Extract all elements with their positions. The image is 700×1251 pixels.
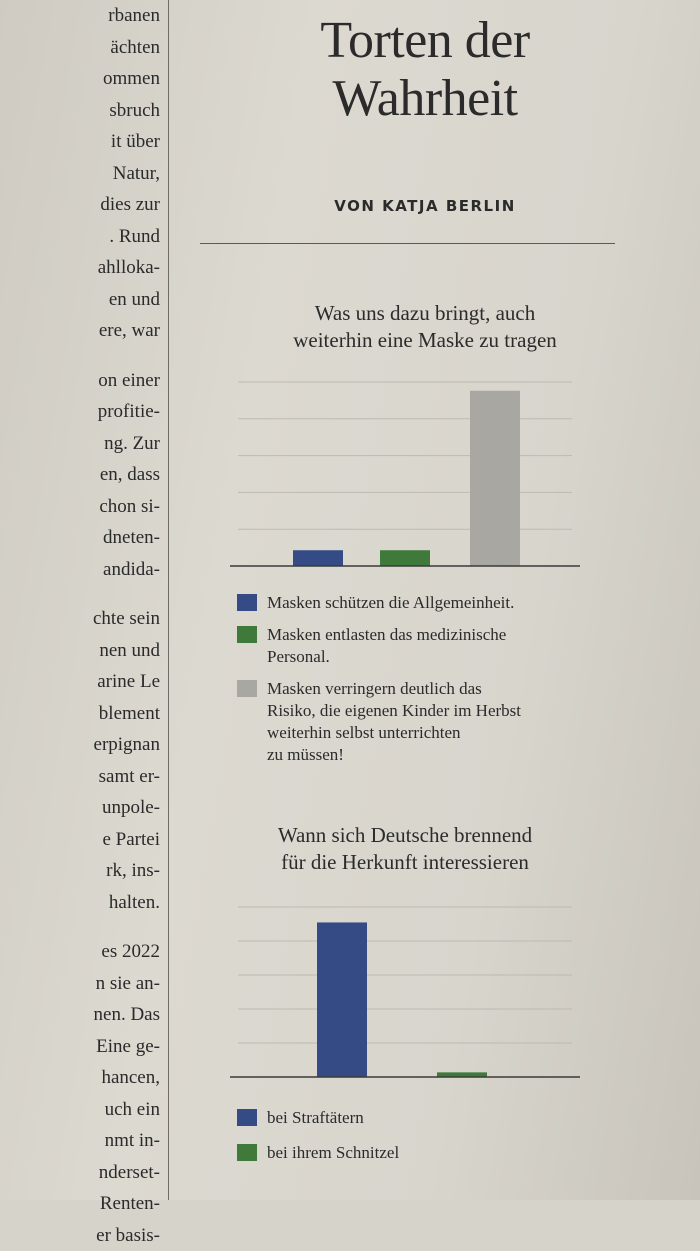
bar-2: [380, 550, 430, 566]
bar-1: [293, 550, 343, 566]
column-text-line: andida-: [0, 554, 252, 586]
chart2-title: [220, 822, 590, 876]
column-text-line: rbanen: [0, 0, 252, 32]
column-text-line: ng. Zur: [0, 428, 252, 460]
chart2-legend: [237, 1107, 617, 1177]
column-divider: [168, 0, 169, 1200]
column-text-line: halten.: [0, 887, 252, 919]
column-text-line: erpignan: [0, 729, 252, 761]
column-text-line: dneten-: [0, 522, 252, 554]
legend-item: [237, 1107, 617, 1129]
column-text-line: ächten: [0, 32, 252, 64]
column-text-line: e Partei: [0, 824, 252, 856]
legend-label: [267, 624, 617, 668]
column-text-line: en, dass: [0, 459, 252, 491]
column-text-line: nen und: [0, 635, 252, 667]
legend-item: [237, 1142, 617, 1164]
legend-swatch: [237, 680, 257, 697]
column-text-line: [0, 585, 252, 603]
legend-label-line: Masken schützen die Allgemeinheit.: [267, 592, 617, 614]
bar-3: [470, 391, 520, 566]
column-text-line: chte sein: [0, 603, 252, 635]
legend-item: [237, 592, 617, 614]
legend-swatch: [237, 1109, 257, 1126]
chart1-bar-chart: [230, 370, 580, 575]
legend-label-line: Risiko, die eigenen Kinder im Herbst: [267, 700, 617, 722]
chart2-bar-chart: [230, 895, 580, 1095]
legend-label-line: bei Straftätern: [267, 1107, 617, 1129]
column-text-line: es 2022: [0, 936, 252, 968]
column-text-line: ommen: [0, 63, 252, 95]
column-text-line: hancen,: [0, 1062, 252, 1094]
column-text-line: arine Le: [0, 666, 252, 698]
chart1-title-line-2: weiterhin eine Maske zu tragen: [225, 327, 625, 354]
legend-label-line: Masken verringern deutlich das: [267, 678, 617, 700]
column-text-line: Renten-: [0, 1188, 252, 1220]
column-text-line: nmt in-: [0, 1125, 252, 1157]
column-text-line: on einer: [0, 365, 252, 397]
chart1-title-line-1: Was uns dazu bringt, auch: [225, 300, 625, 327]
column-text-line: sbruch: [0, 95, 252, 127]
column-text-line: [0, 918, 252, 936]
column-text-line: n sie an-: [0, 968, 252, 1000]
legend-item: [237, 624, 617, 668]
chart2-title-line-1: Wann sich Deutsche brennend: [220, 822, 590, 849]
column-text-line: dies zur: [0, 189, 252, 221]
legend-label: [267, 1142, 617, 1164]
legend-swatch: [237, 626, 257, 643]
column-text-line: rk, ins-: [0, 855, 252, 887]
bar-1: [317, 922, 367, 1077]
column-text-line: Natur,: [0, 158, 252, 190]
column-text-line: nen. Das: [0, 999, 252, 1031]
chart1-legend: [237, 592, 617, 776]
column-text-line: blement: [0, 698, 252, 730]
column-text-line: unpole-: [0, 792, 252, 824]
legend-swatch: [237, 594, 257, 611]
column-text-line: er basis-: [0, 1220, 252, 1251]
column-text-line: Eine ge-: [0, 1031, 252, 1063]
column-text-line: uch ein: [0, 1094, 252, 1126]
author-byline: VON KATJA BERLIN: [230, 197, 620, 215]
legend-label-line: zu müssen!: [267, 744, 617, 766]
column-text-line: [0, 347, 252, 365]
title-line-2: Wahrheit: [230, 70, 620, 128]
chart1-title: [225, 300, 625, 354]
column-text-line: ahllokа-: [0, 252, 252, 284]
article-title: [230, 12, 620, 128]
legend-label: [267, 1107, 617, 1129]
column-text-line: . Rund: [0, 221, 252, 253]
column-text-line: chon si-: [0, 491, 252, 523]
column-text-line: ere, war: [0, 315, 252, 347]
column-text-line: en und: [0, 284, 252, 316]
adjacent-article-column: [0, 0, 160, 1200]
legend-item: [237, 678, 617, 766]
column-text-line: nderset-: [0, 1157, 252, 1189]
legend-label: [267, 678, 617, 766]
legend-label-line: weiterhin selbst unterrichten: [267, 722, 617, 744]
legend-label-line: Personal.: [267, 646, 617, 668]
chart2-title-line-2: für die Herkunft interessieren: [220, 849, 590, 876]
legend-label: [267, 592, 617, 614]
column-text-line: samt er-: [0, 761, 252, 793]
column-text-line: profitie-: [0, 396, 252, 428]
legend-swatch: [237, 1144, 257, 1161]
legend-label-line: bei ihrem Schnitzel: [267, 1142, 617, 1164]
column-text-line: it über: [0, 126, 252, 158]
header-rule: [200, 243, 615, 244]
legend-label-line: Masken entlasten das medizinische: [267, 624, 617, 646]
title-line-1: Torten der: [230, 12, 620, 70]
